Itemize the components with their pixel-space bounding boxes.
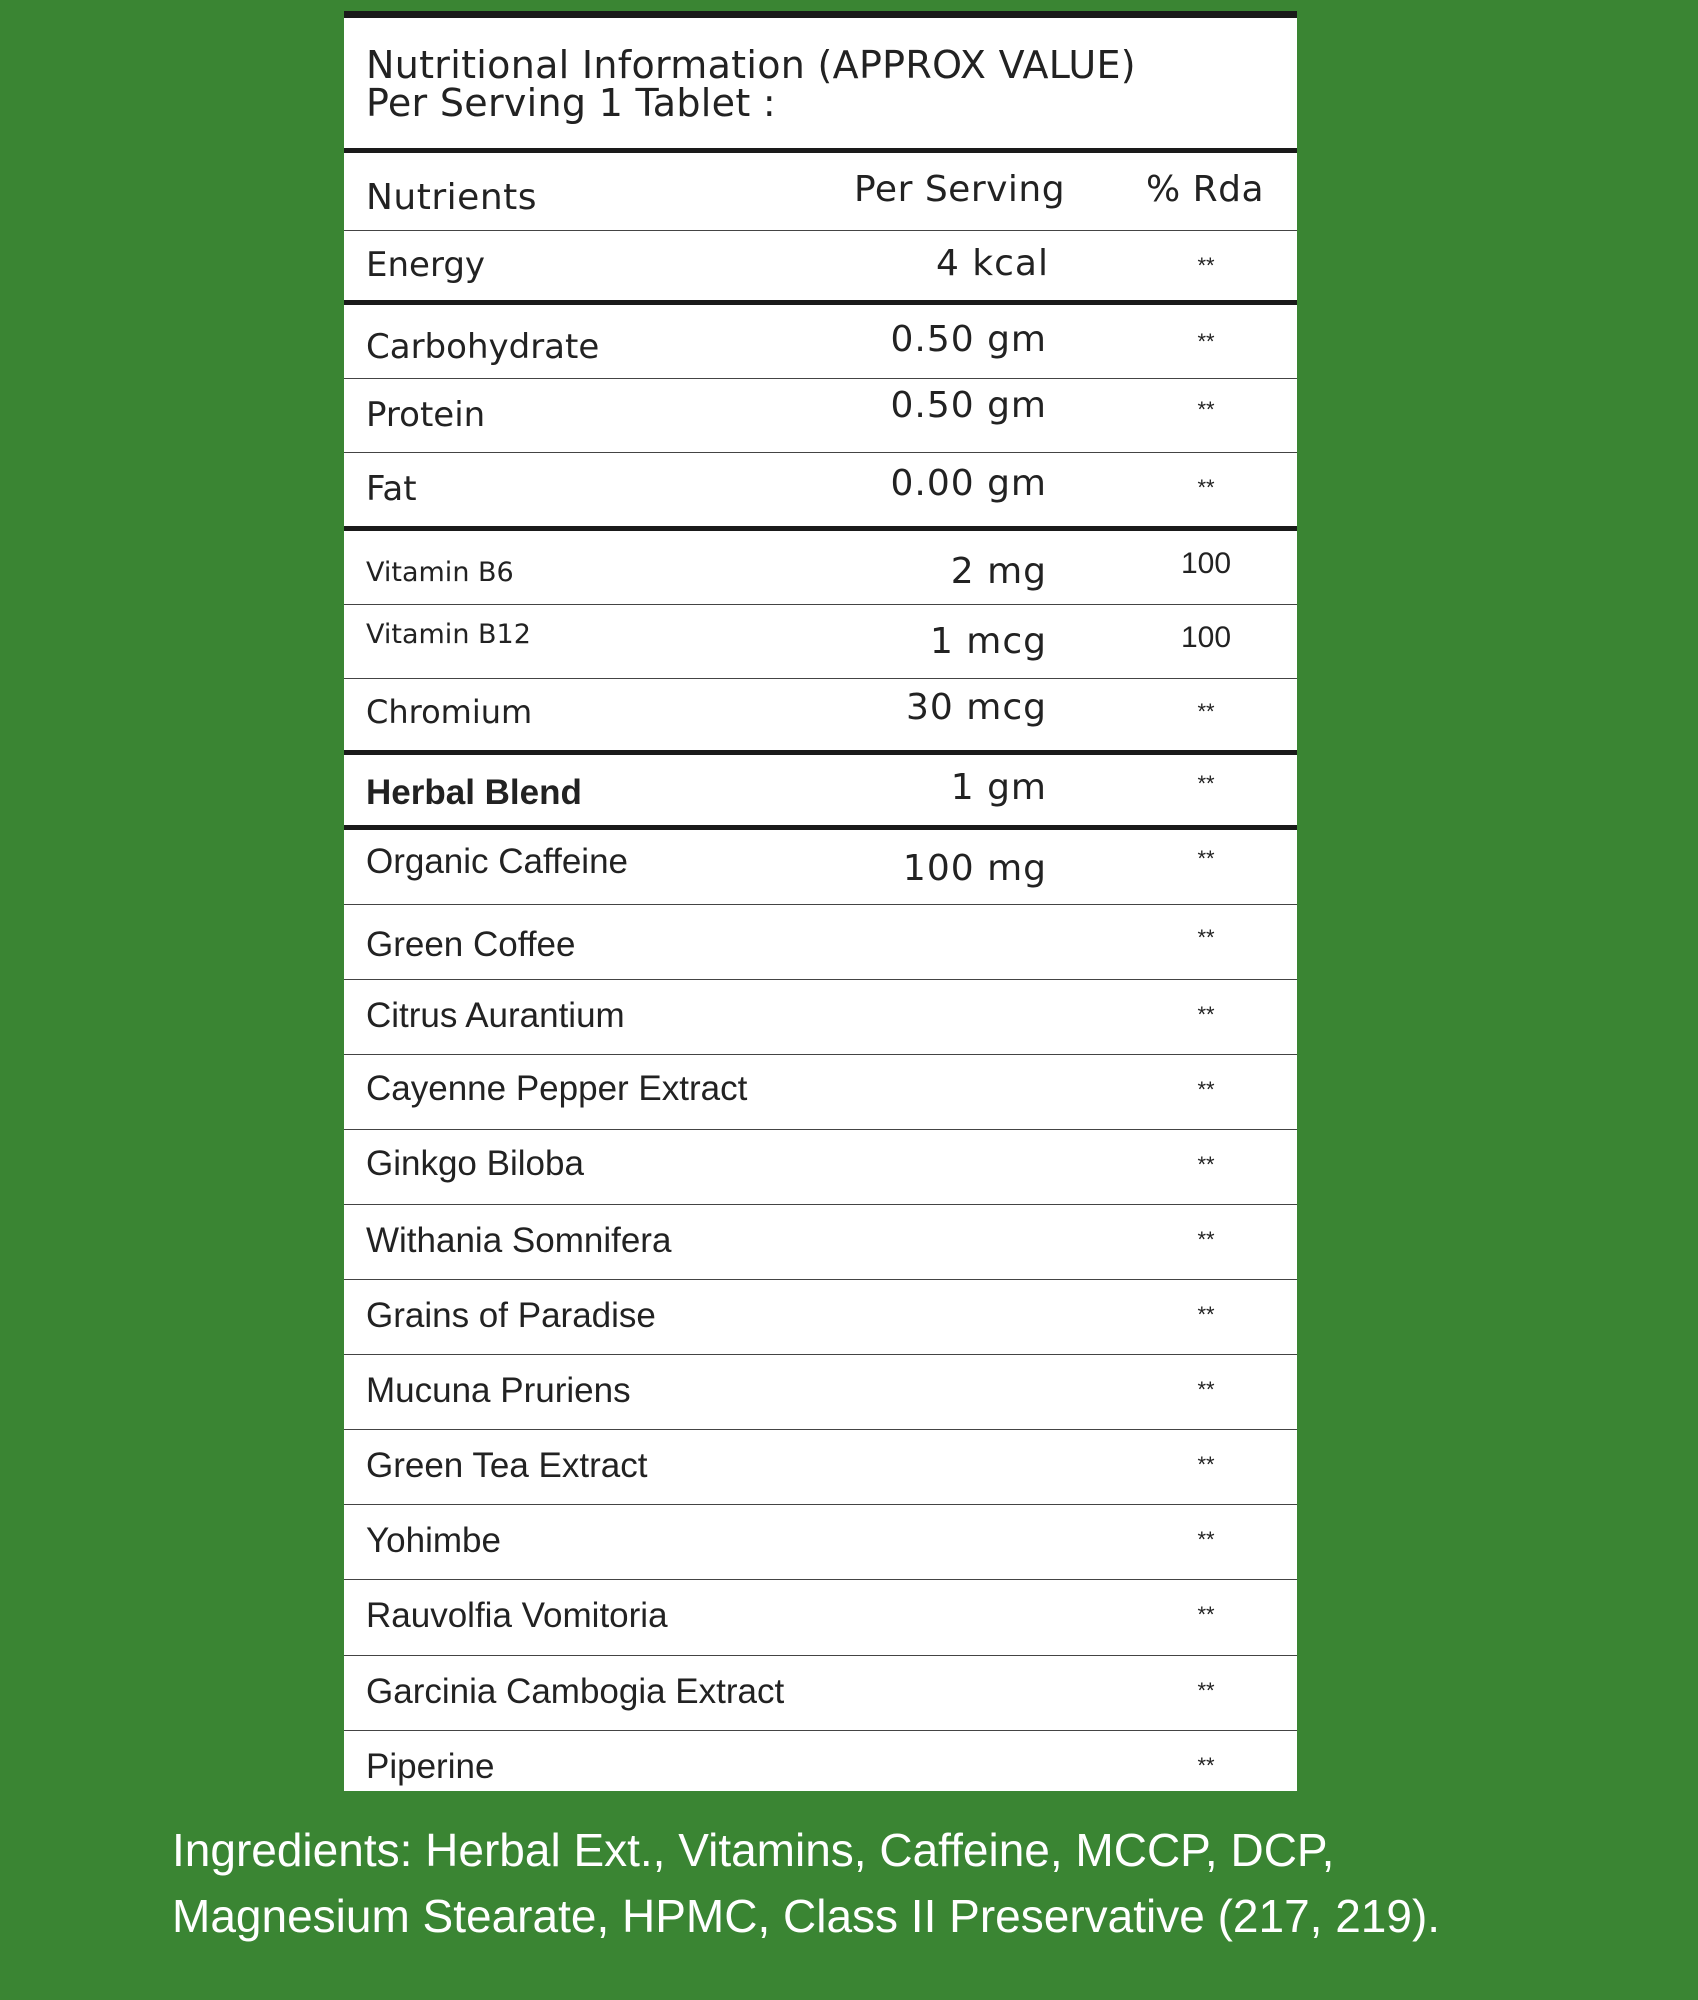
nutrient-serving: 0.50 gm: [890, 319, 1047, 360]
nutrient-rda: **: [1197, 475, 1215, 500]
nutrient-name: Organic Caffeine: [366, 842, 629, 881]
nutrient-rda: 100: [1180, 547, 1232, 580]
nutrient-name: Piperine: [366, 1747, 495, 1786]
table-row: [344, 1656, 1297, 1731]
ingredients-text: [172, 1817, 1652, 1949]
nutrient-name: Vitamin B6: [366, 557, 514, 588]
nutrient-serving: 1 mcg: [929, 621, 1047, 662]
nutrient-name: Herbal Blend: [366, 773, 582, 812]
nutrient-name: Withania Somnifera: [366, 1221, 672, 1260]
table-row: [344, 1731, 1297, 1805]
nutrient-rda: **: [1197, 397, 1215, 422]
nutrient-rda: **: [1197, 925, 1215, 950]
nutrient-rda: **: [1197, 1002, 1215, 1027]
col-rda: % Rda: [1146, 169, 1265, 210]
nutrient-name: Garcinia Cambogia Extract: [366, 1672, 785, 1711]
nutrient-name: Cayenne Pepper Extract: [366, 1069, 748, 1108]
ingredients-line-1: Ingredients: Herbal Ext., Vitamins, Caffeine, MCCP, DCP,: [172, 1824, 1335, 1876]
table-row: [344, 1505, 1297, 1580]
table-row: [344, 605, 1297, 679]
nutrient-rda: **: [1197, 1527, 1215, 1552]
table-row: [344, 755, 1297, 830]
table-row: [344, 379, 1297, 453]
table-row: [344, 1130, 1297, 1205]
nutrient-name: Rauvolfia Vomitoria: [366, 1596, 668, 1635]
nutrient-rda: **: [1197, 329, 1215, 354]
table-row: [344, 1280, 1297, 1355]
nutrient-serving: 1 gm: [950, 767, 1047, 808]
nutrient-rda: **: [1197, 771, 1215, 796]
nutrient-serving: 4 kcal: [935, 243, 1049, 284]
nutrient-name: Green Tea Extract: [366, 1446, 648, 1485]
header-serving: Per Serving 1 Tablet :: [366, 81, 776, 125]
nutrient-rda: **: [1197, 1377, 1215, 1402]
nutrient-name: Citrus Aurantium: [366, 996, 625, 1035]
table-row: [344, 830, 1297, 905]
nutrient-serving: 0.00 gm: [890, 463, 1047, 504]
table-row: [344, 531, 1297, 605]
nutrient-rda: **: [1197, 1152, 1215, 1177]
nutrient-serving: 30 mcg: [906, 687, 1047, 728]
nutrient-rda: **: [1197, 1302, 1215, 1327]
nutrient-rda: **: [1197, 846, 1215, 871]
table-row: [344, 1430, 1297, 1505]
table-row: [344, 1055, 1297, 1130]
column-header-row: [344, 153, 1297, 231]
nutrient-name: Carbohydrate: [366, 327, 600, 367]
table-row: [344, 980, 1297, 1055]
nutrient-name: Energy: [366, 245, 486, 285]
nutrient-rda: **: [1197, 1753, 1215, 1778]
table-row: [344, 453, 1297, 531]
table-row: [344, 1355, 1297, 1430]
table-row: [344, 231, 1297, 305]
nutrient-name: Green Coffee: [366, 925, 576, 964]
panel-header: [344, 18, 1297, 148]
table-row: [344, 679, 1297, 755]
header-title: Nutritional Information (APPROX VALUE): [366, 43, 1136, 87]
table-row: [344, 905, 1297, 980]
nutrient-name: Mucuna Pruriens: [366, 1371, 631, 1410]
nutrient-rda: **: [1197, 699, 1215, 724]
table-row: [344, 1205, 1297, 1280]
col-nutrients: Nutrients: [366, 177, 537, 218]
table-row: [344, 1580, 1297, 1656]
nutrient-name: Chromium: [366, 693, 533, 731]
ingredients-line-2: Magnesium Stearate, HPMC, Class II Preservative (217, 219).: [172, 1890, 1441, 1942]
nutrient-rda: **: [1197, 253, 1215, 278]
nutrient-name: Yohimbe: [366, 1521, 501, 1560]
nutrient-rda: **: [1197, 1452, 1215, 1477]
nutrient-name: Fat: [366, 469, 417, 509]
col-per-serving: Per Serving: [854, 169, 1066, 210]
nutrient-name: Grains of Paradise: [366, 1296, 656, 1335]
nutrient-name: Protein: [366, 395, 486, 435]
nutrient-serving: 100 mg: [902, 848, 1047, 889]
table-row: [344, 305, 1297, 379]
nutrient-name: Vitamin B12: [366, 619, 531, 650]
nutrient-serving: 2 mg: [950, 551, 1047, 592]
nutrient-name: Ginkgo Biloba: [366, 1144, 584, 1183]
nutrient-rda: **: [1197, 1602, 1215, 1627]
nutrient-rda: 100: [1180, 621, 1232, 654]
nutrition-panel: [344, 11, 1297, 1791]
nutrient-rda: **: [1197, 1227, 1215, 1252]
nutrient-rda: **: [1197, 1077, 1215, 1102]
nutrient-serving: 0.50 gm: [890, 385, 1047, 426]
nutrient-rda: **: [1197, 1678, 1215, 1703]
